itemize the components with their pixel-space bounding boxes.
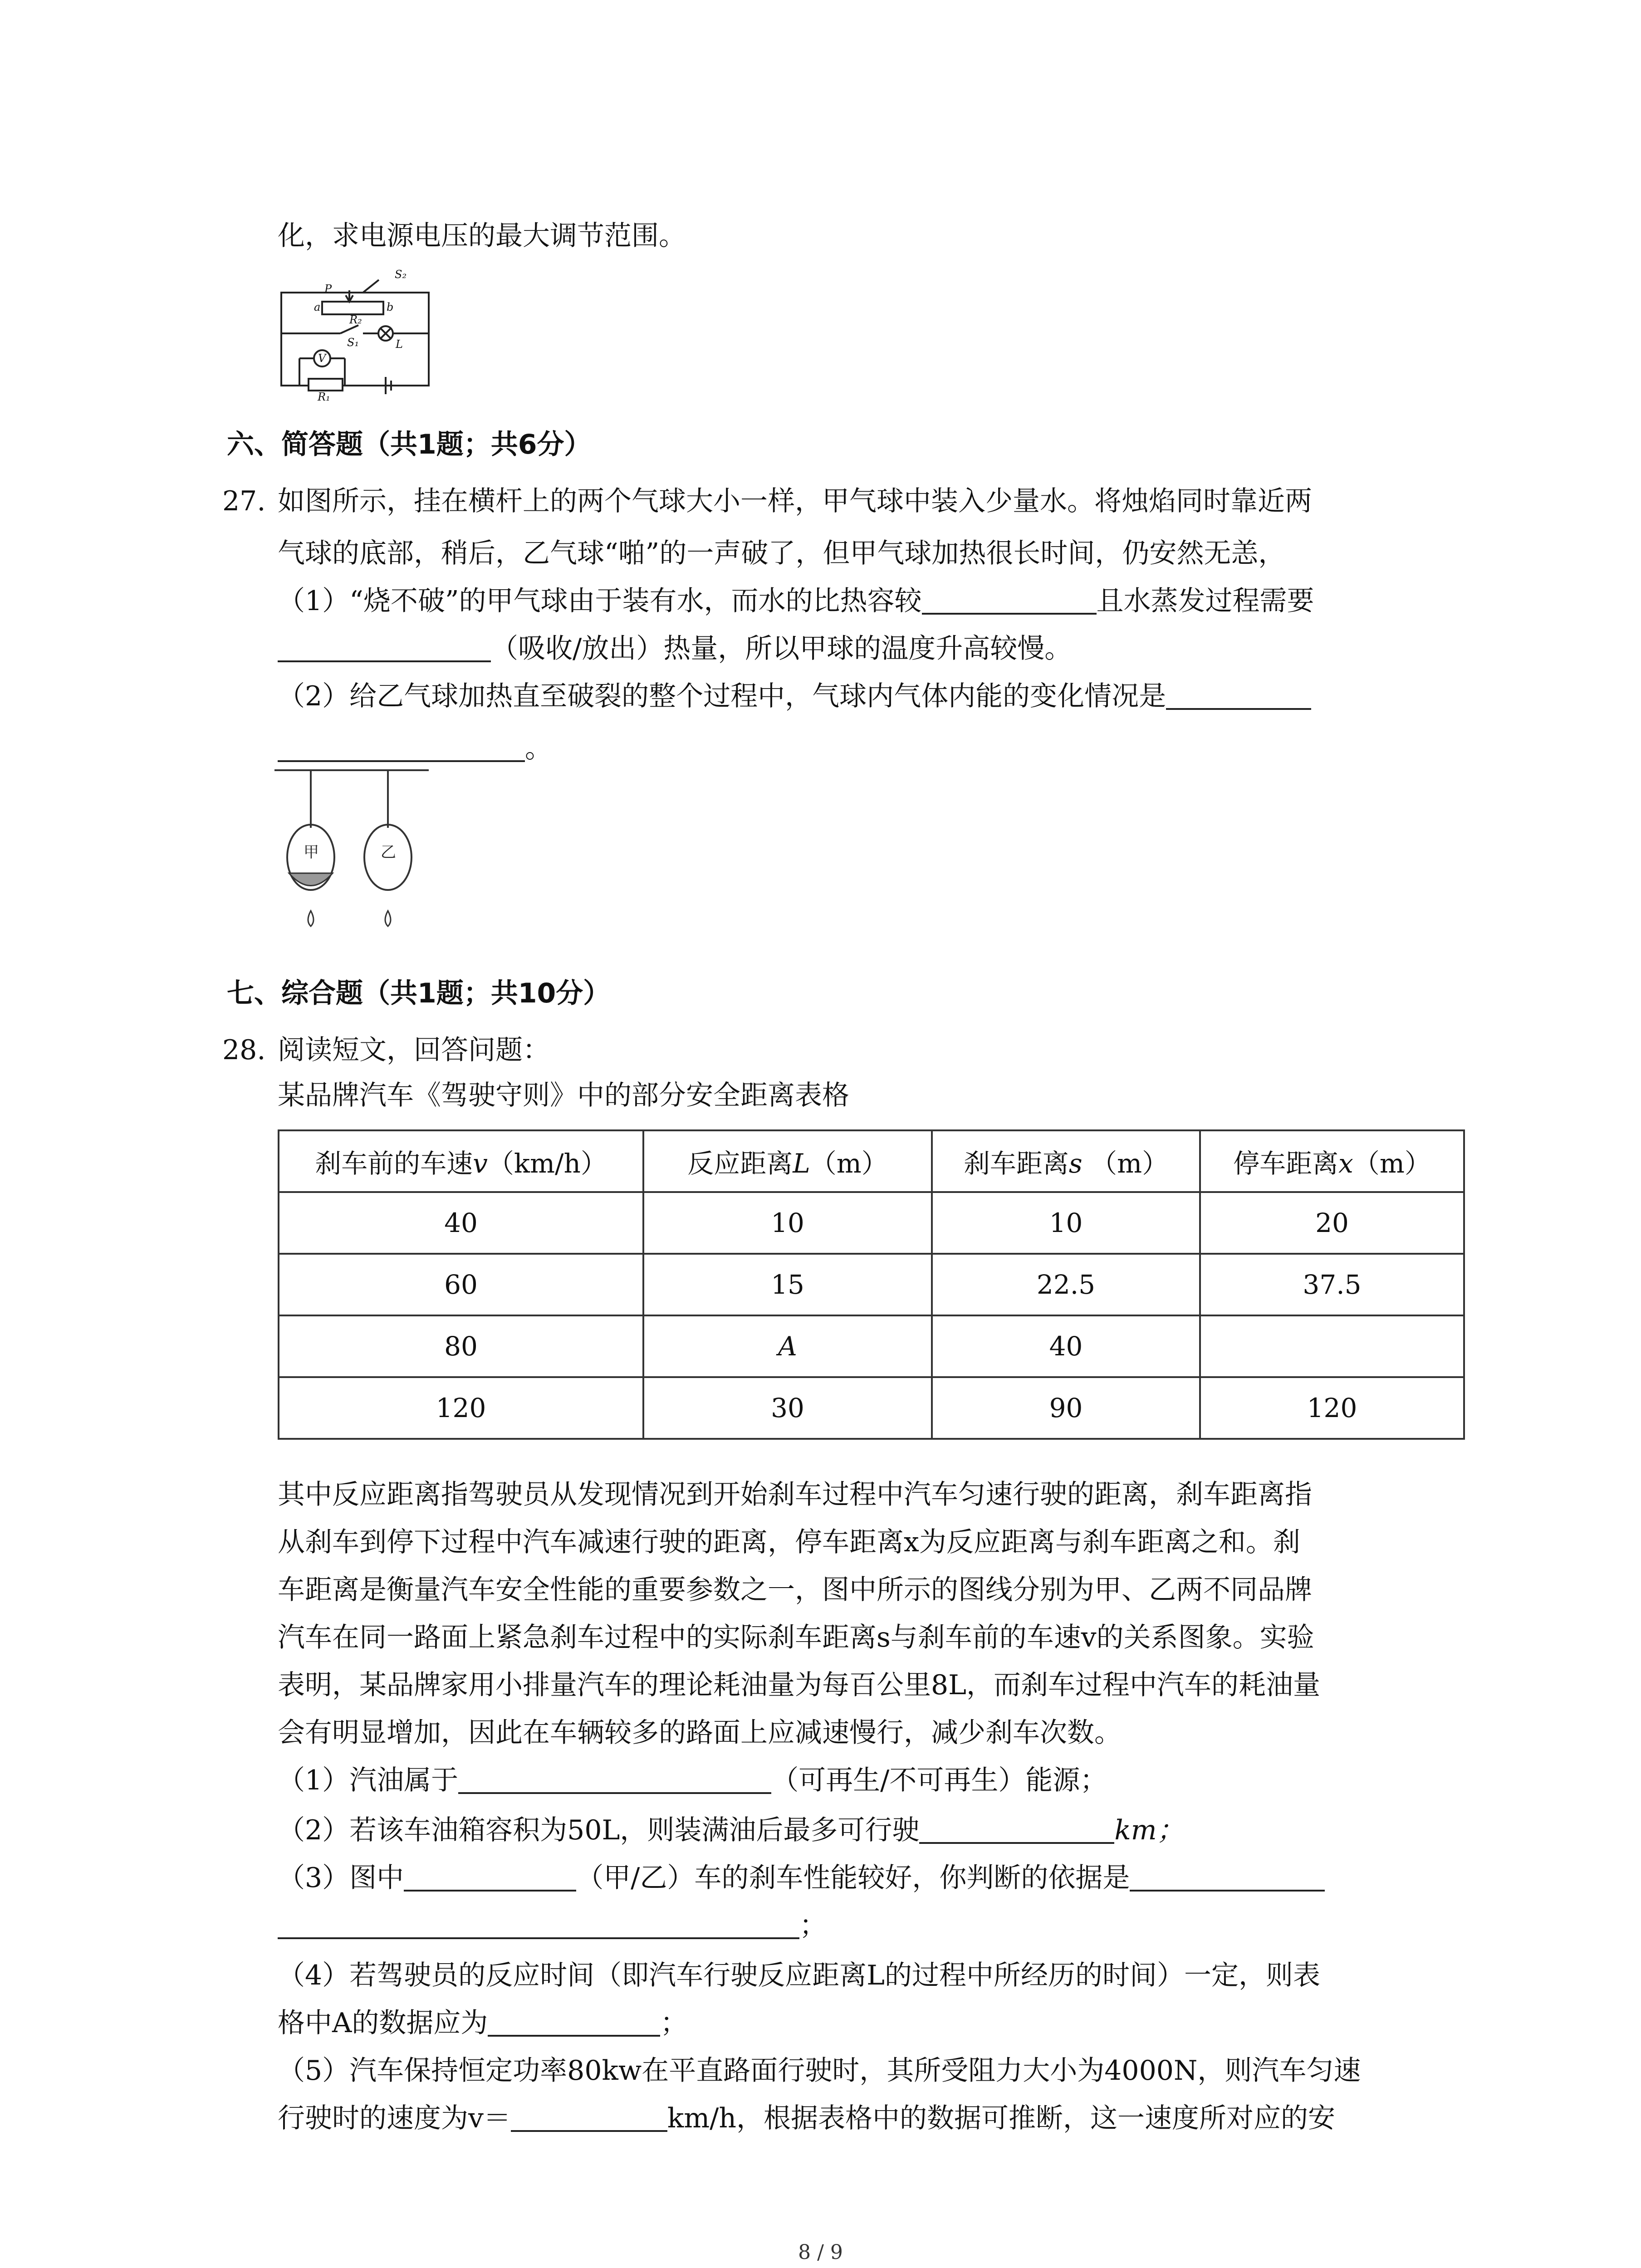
circuit-label-r2: R₂	[349, 313, 362, 326]
table-cell: 10	[643, 1192, 932, 1254]
circuit-label-a: a	[314, 301, 321, 313]
q28-sub3-end: ；	[799, 1910, 827, 1941]
table-cell: 120	[279, 1377, 643, 1439]
q28-sub5: （5）汽车保持恒定功率80kw在平直路面行驶时，其所受阻力大小为4000N，则汽车匀速	[278, 2055, 1361, 2087]
circuit-label-r1: R₁	[318, 391, 330, 401]
table-row	[279, 1192, 1464, 1254]
balloon-b-label: 乙	[381, 843, 396, 861]
balloon-a-label: 甲	[304, 843, 319, 861]
q27-blank-3[interactable]	[1166, 680, 1311, 710]
table-header-cell: 反应距离L（m）	[643, 1130, 932, 1192]
q28-blank-1[interactable]	[458, 1764, 771, 1794]
table-header-cell: 刹车前的车速v（km/h）	[279, 1130, 643, 1192]
table-cell: 22.5	[932, 1254, 1200, 1315]
q27-part2-end: 。	[525, 733, 552, 764]
circuit-label-p: P	[324, 283, 332, 295]
q28-sub3-a: （3）图中	[278, 1862, 404, 1894]
q27-part2-line2	[278, 730, 552, 767]
q28-sub4-end: ；	[660, 2007, 688, 2039]
table-cell-empty	[1200, 1315, 1464, 1377]
q28-sub1-a: （1）汽油属于	[278, 1765, 459, 1796]
q28-sub4-b: 格中A的数据应为	[278, 2007, 488, 2039]
section-7-heading: 七、综合题（共1题；共10分）	[227, 978, 611, 1009]
q27-part1-b: 且水蒸发过程需要	[1096, 585, 1314, 617]
table-cell: 10	[932, 1192, 1200, 1254]
q27-part1-line2	[278, 631, 1072, 667]
q28-sub5-b: 行驶时的速度为v＝	[278, 2102, 511, 2134]
table-cell: 60	[279, 1254, 643, 1315]
section-6-heading: 六、简答题（共1题；共6分）	[227, 429, 592, 460]
q28-blank-6[interactable]	[488, 2007, 660, 2037]
passage-line: 表明，某品牌家用小排量汽车的理论耗油量为每百公里8L，而刹车过程中汽车的耗油量	[278, 1669, 1321, 1701]
q27-number: 27.	[222, 485, 266, 517]
q28-sub4: （4）若驾驶员的反应时间（即汽车行驶反应距离L的过程中所经历的时间）一定，则表	[278, 1960, 1321, 1991]
q28-sub5-c: km/h，根据表格中的数据可推断，这一速度所对应的安	[667, 2102, 1336, 2134]
q28-sub4-cont	[278, 2005, 687, 2041]
q28-intro: 阅读短文，回答问题：	[278, 1034, 550, 1066]
q28-blank-4[interactable]	[1130, 1862, 1325, 1892]
circuit-label-v: V	[318, 352, 326, 365]
passage-line: 其中反应距离指驾驶员从发现情况到开始刹车过程中汽车匀速行驶的距离，刹车距离指	[278, 1479, 1312, 1510]
q28-number: 28.	[222, 1034, 266, 1066]
q27-line2: 气球的底部，稍后，乙气球“啪”的一声破了，但甲气球加热很长时间，仍安然无恙，	[278, 538, 1286, 569]
q28-table-caption: 某品牌汽车《驾驶守则》中的部分安全距离表格	[278, 1080, 849, 1111]
passage-line: 车距离是衡量汽车安全性能的重要参数之一，图中所示的图线分别为甲、乙两不同品牌	[278, 1574, 1312, 1606]
q28-sub1-b: （可再生/不可再生）能源；	[771, 1765, 1107, 1796]
q28-sub3-cont	[278, 1907, 827, 1944]
table-row	[279, 1377, 1464, 1439]
passage-line: 汽车在同一路面上紧急刹车过程中的实际刹车距离s与刹车前的车速v的关系图象。实验	[278, 1622, 1314, 1653]
q27-part1-a: （1）“烧不破”的甲气球由于装有水，而水的比热容较	[278, 585, 922, 617]
table-cell: 30	[643, 1377, 932, 1439]
q27-part2-a: （2）给乙气球加热直至破裂的整个过程中，气球内气体内能的变化情况是	[278, 680, 1166, 712]
q28-blank-3[interactable]	[404, 1862, 576, 1892]
table-header-cell: 停车距离x（m）	[1200, 1130, 1464, 1192]
q28-blank-2[interactable]	[919, 1814, 1114, 1844]
circuit-label-l: L	[396, 338, 403, 351]
table-header-row	[279, 1130, 1464, 1192]
q27-blank-4[interactable]	[278, 732, 525, 762]
balloon-diagram	[274, 767, 429, 939]
q28-sub1	[278, 1762, 1107, 1799]
q28-sub3	[278, 1860, 1325, 1896]
q27-blank-2[interactable]	[278, 632, 491, 662]
circuit-label-s2: S₂	[395, 268, 407, 281]
table-cell: 80	[279, 1315, 643, 1377]
q28-sub5-cont	[278, 2100, 1335, 2136]
q27-part1-line	[278, 583, 1314, 619]
circuit-diagram	[272, 265, 440, 401]
table-cell: 120	[1200, 1377, 1464, 1439]
table-cell: A	[643, 1315, 932, 1377]
q28-sub2-a: （2）若该车油箱容积为50L，则装满油后最多可行驶	[278, 1814, 920, 1846]
table-cell: 90	[932, 1377, 1200, 1439]
q28-sub3-b: （甲/乙）车的刹车性能较好，你判断的依据是	[576, 1862, 1130, 1894]
q28-sub2	[278, 1812, 1184, 1848]
q28-sub2-b: km；	[1114, 1814, 1184, 1846]
safety-distance-table	[278, 1129, 1465, 1440]
q27-part2-line	[278, 678, 1311, 714]
circuit-label-s1: S₁	[347, 336, 359, 349]
table-header-cell: 刹车距离s （m）	[932, 1130, 1200, 1192]
q27-line1: 如图所示，挂在横杆上的两个气球大小一样，甲气球中装入少量水。将烛焰同时靠近两	[278, 485, 1312, 517]
q28-blank-7[interactable]	[511, 2102, 667, 2132]
q27-part1-c: （吸收/放出）热量，所以甲球的温度升高较慢。	[491, 633, 1072, 665]
table-row	[279, 1315, 1464, 1377]
table-cell: 15	[643, 1254, 932, 1315]
table-cell: 40	[279, 1192, 643, 1254]
q27-blank-1[interactable]	[922, 585, 1097, 615]
table-cell: 37.5	[1200, 1254, 1464, 1315]
table-row	[279, 1254, 1464, 1315]
q28-blank-5[interactable]	[278, 1909, 799, 1939]
passage-line: 会有明显增加，因此在车辆较多的路面上应减速慢行，减少刹车次数。	[278, 1717, 1122, 1749]
circuit-label-b: b	[387, 301, 394, 313]
table-cell: 20	[1200, 1192, 1464, 1254]
page-number: 8 / 9	[798, 2241, 843, 2264]
q26-tail-text: 化，求电源电压的最大调节范围。	[278, 220, 686, 252]
table-cell: 40	[932, 1315, 1200, 1377]
passage-line: 从刹车到停下过程中汽车减速行驶的距离，停车距离x为反应距离与刹车距离之和。刹	[278, 1526, 1300, 1558]
